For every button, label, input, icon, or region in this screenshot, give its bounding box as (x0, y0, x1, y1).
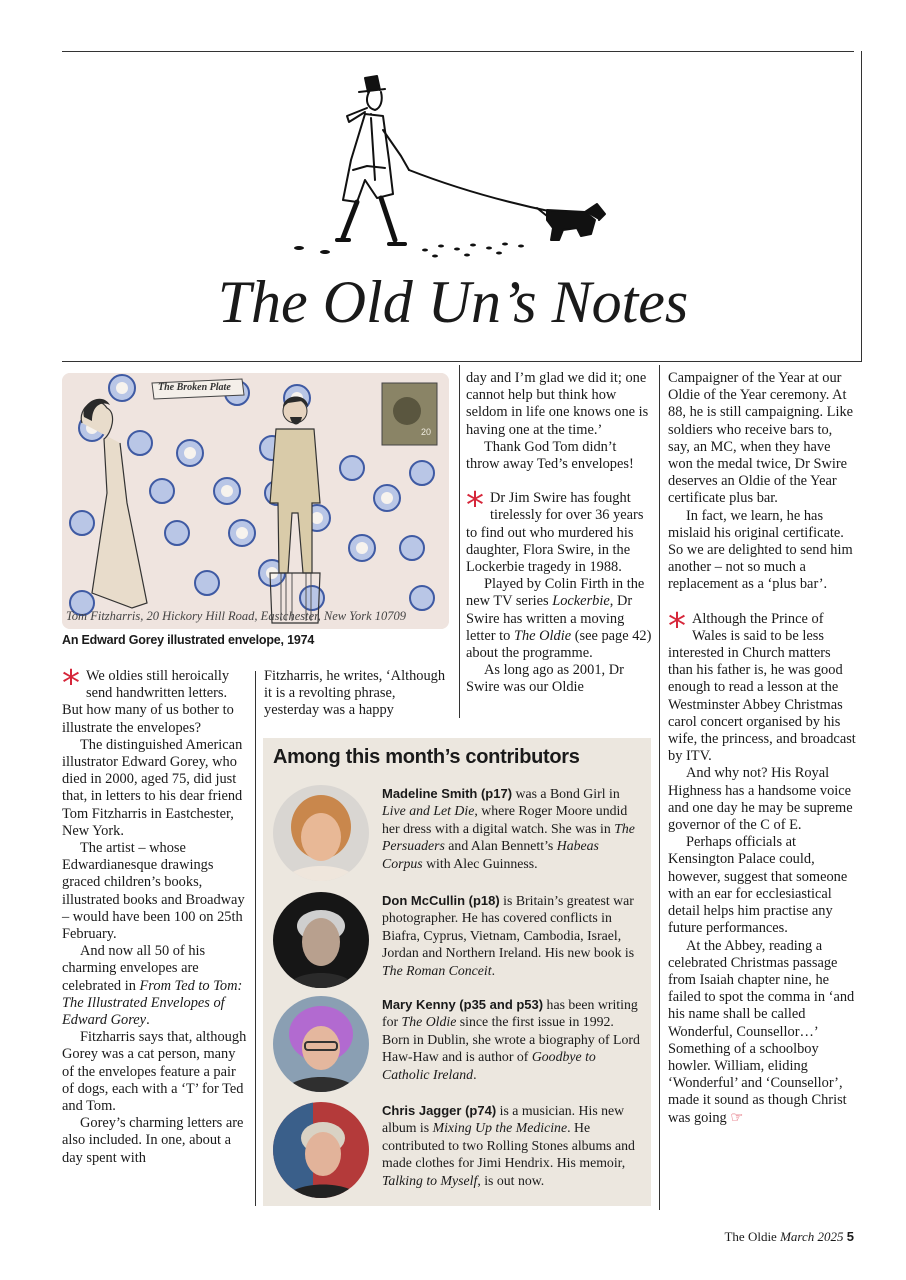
page-footer: The Oldie March 2025 5 (724, 1229, 854, 1244)
article-column-2: Fitzharris, he writes, ‘Although it is a revolting phrase, yesterday was a happy (264, 668, 446, 719)
image-caption: An Edward Gorey illustrated envelope, 1974 (62, 633, 315, 647)
avatar (273, 1102, 369, 1198)
stamp-value: 20 (421, 427, 432, 437)
article-column-4: Campaigner of the Year at our Oldie of the Year ceremony. At 88, he is still campaigning. Like soldiers who receive bars to, say, an MC, when they have won the medal twice, Dr Swire deserves an Oldie of the Year certificate plus bar. In fact, we learn, he has mislaid his original certificate. So we are delighted to send him another – not so much a replacement as a ‘plus bar’. * Although the Prince of Wales is said to be less interested in Church matters than his father is, he was good enough to read a lesson at the Westminster Abbey Christmas carol concert organised by his wife, the princess, and broadcast by ITV. And why not? His Royal Highness has a handsome voice and one day he may be supreme governor of the C of E. Perhaps officials at Kensington Palace could, however, suggest that someone with an ear for ecclesiastical detail helps him practise any future performances. At the Abbey, reading a celebrated Christmas passage from Isaiah chapter nine, he failed to spot the comma in ‘and his name shall be called Wonderful, Counsellor…’ Something of a schoolboy howler. William, eliding ‘Wonderful’ and ‘Counsellor’, made it sound as though Christ was going ☞ (668, 370, 856, 1126)
gorey-envelope-image (62, 373, 449, 629)
top-rule (62, 51, 854, 52)
article-column-3: day and I’m glad we did it; one cannot help but think how seldom in life one knows one is having one at the time.’ Thank God Tom didn’t throw away Ted’s envelopes! * Dr Jim Swire has fought tirelessly for over 36 years to find out who murdered his daughter, Flora Swire, in the Lockerbie tragedy in 1988. Played by Colin Firth in the new TV series Lockerbie, Dr Swire has written a moving letter to The Oldie (see page 42) about the programme. As long ago as 2001, Dr Swire was our Oldie (466, 370, 652, 696)
avatar (273, 785, 369, 881)
asterisk-icon: * (466, 485, 484, 527)
asterisk-icon: * (62, 663, 80, 704)
envelope-heading: The Broken Plate (158, 382, 231, 393)
header-bottom-rule (62, 361, 862, 362)
column-rule-3 (659, 365, 660, 1210)
pointing-hand-icon: ☞ (730, 1109, 744, 1126)
man-walking-dog-illustration (285, 70, 615, 260)
article-column-1: * We oldies still heroically send handwritten letters. But how many of us bother to illustrate the envelopes? The distinguished American illustrator Edward Gorey, who died in 2000, aged 75, did just that, in letters to his dear friend Tom Fitzharris in Eastchester, New York. The artist – whose Edwardianesque drawings graced children’s books, illustrated books and Broadway – would have been 100 on 25th February. And now all 50 of his charming envelopes are celebrated in From Ted to Tom: The Illustrated Envelopes of Edward Gorey. Fitzharris says that, although Gorey was a cat person, many of the envelopes feature a pair of dogs, each with a ‘T’ for Ted and Tom. Gorey’s charming letters are also included. In one, about a day spent with (62, 663, 247, 1166)
avatar (273, 996, 369, 1092)
avatar (273, 892, 369, 988)
column-rule-2 (459, 365, 460, 718)
contributors-box: Among this month’s contributors Madeline Smith (p17) was a Bond Girl in Live and Let Die, where Roger Moore undid her dress with a digital watch. She was in The Persuaders and Alan Bennett’s Habeas Corpus with Alec Guinness. Don McCullin (p18) is Britain’s greatest war photographer. He has covered conflicts in Biafra, Cyprus, Vietnam, Cambodia, Israel, Jordan and Northern Ireland. His new book is The Roman Conceit. Mary Kenny (p35 and p53) has been writing for The Oldie since the first issue in 1992. Born in Dublin, she wrote a biography of Lord Haw-Haw and is author of Goodbye to Catholic Ireland. Chris Jagger (p74) is a musician. His new album is Mixing Up the Medicine. He contributed to two Rolling Stones albums and made clothes for Jimi Hendrix. His memoir, Talking to Myself, is out now. (263, 738, 651, 1206)
envelope-address: Tom Fitzharris, 20 Hickory Hill Road, Eastchester, New York 10709 (66, 609, 407, 623)
contributors-heading: Among this month’s contributors (273, 746, 580, 768)
page-title: The Old Un’s Notes (217, 269, 689, 335)
column-rule-1 (255, 671, 256, 1206)
asterisk-icon: * (668, 605, 686, 647)
